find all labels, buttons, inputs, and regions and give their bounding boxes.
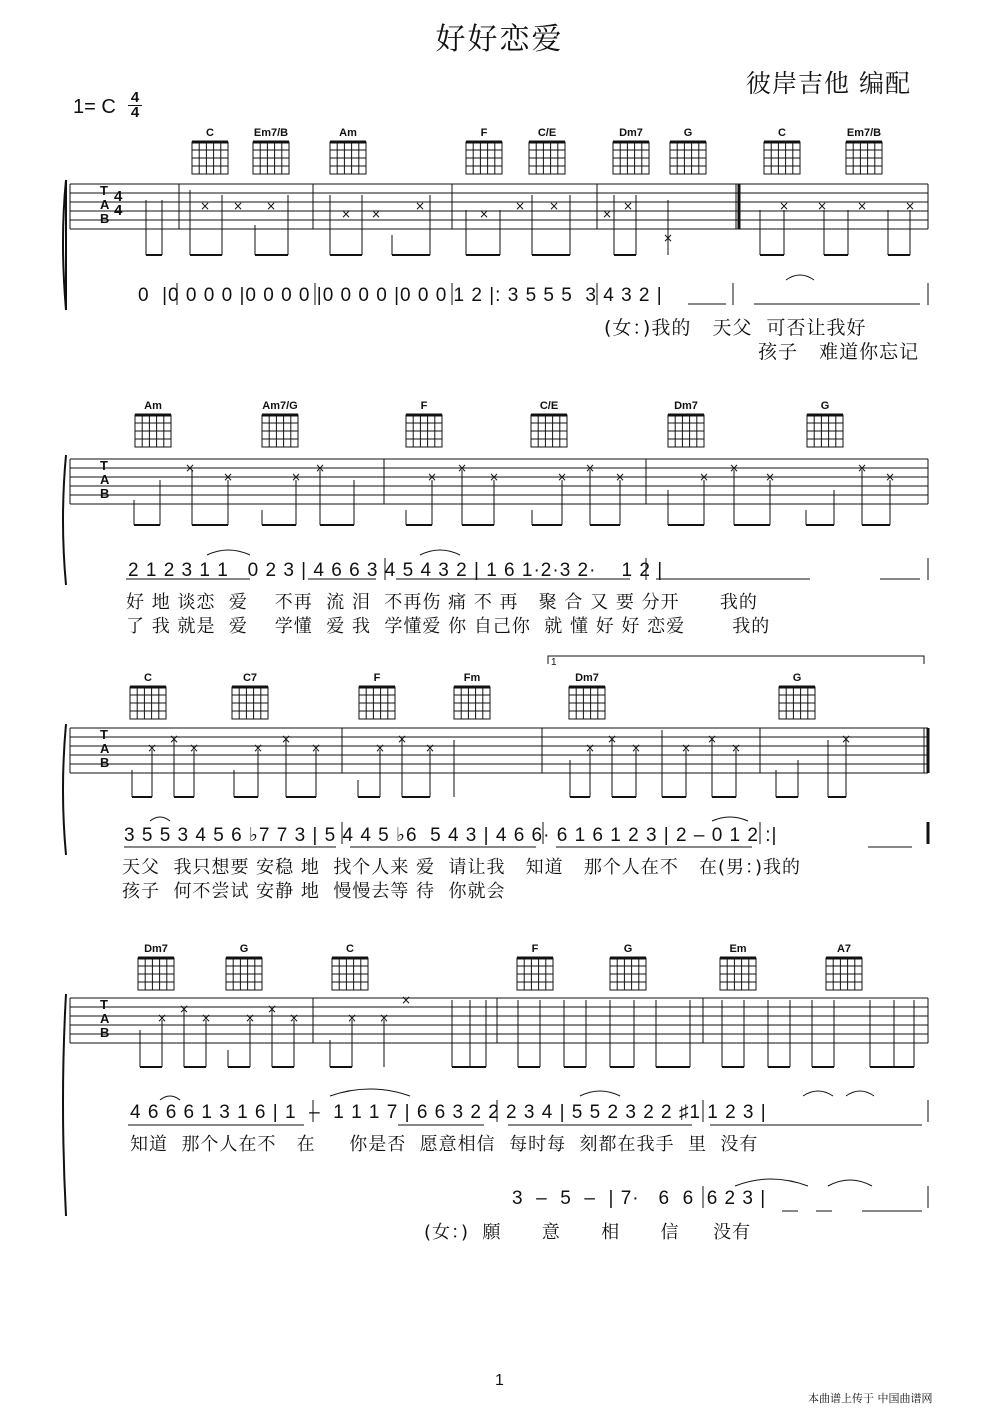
svg-text:×: × — [265, 199, 277, 213]
svg-text:×: × — [232, 199, 244, 213]
chord-name: F — [531, 943, 539, 955]
time-signature-top: 4 — [130, 89, 140, 106]
chord-name: G — [683, 127, 693, 139]
svg-text:×: × — [840, 732, 852, 746]
chord-name: Dm7 — [674, 400, 698, 412]
svg-text:×: × — [606, 732, 618, 746]
tab-letter-b: B — [100, 211, 110, 226]
chord-name: C — [144, 672, 152, 684]
chord-name: C — [778, 127, 786, 139]
tab-letter-b: B — [100, 755, 110, 770]
svg-text:×: × — [816, 199, 828, 213]
chord-name: Dm7 — [575, 672, 599, 684]
svg-text:×: × — [584, 741, 596, 755]
tab-clef — [100, 728, 109, 770]
svg-text:×: × — [199, 199, 211, 213]
numbered-notation: 2 1 2 3 1 1 0 2 3 | 4 6 6 3 4 5 4 3 2 | 1 6 1·2·3 2· 1 2 | — [128, 560, 664, 581]
svg-text:×: × — [706, 732, 718, 746]
chord-name: Em7/B — [253, 127, 289, 139]
tab-letter-b: B — [100, 1025, 110, 1040]
chord-name: F — [420, 400, 428, 412]
svg-text:×: × — [456, 461, 468, 475]
svg-text:×: × — [856, 461, 868, 475]
tab-time-bottom: 4 — [114, 202, 123, 219]
volta-ending: 1 — [551, 657, 557, 668]
svg-text:×: × — [222, 470, 234, 484]
tab-letter-t: T — [100, 183, 108, 198]
svg-text:×: × — [584, 461, 596, 475]
lyrics-line-2: 孩子 难道你忘记 — [758, 341, 920, 363]
chord-name: Am7/G — [262, 400, 298, 412]
numbered-notation: 3 5 5 3 4 5 6 ♭7 7 3 | 5 4 4 5 ♭6 5 4 3 | 4 6 6· 6 1 6 1 2 3 | 2 – 0 1 2 :| — [124, 825, 778, 846]
chord-name: G — [239, 943, 249, 955]
svg-text:×: × — [884, 470, 896, 484]
svg-text:×: × — [730, 741, 742, 755]
tab-letter-t: T — [100, 997, 108, 1012]
svg-text:×: × — [630, 741, 642, 755]
tab-letter-b: B — [100, 486, 110, 501]
svg-text:×: × — [556, 470, 568, 484]
svg-text:×: × — [478, 207, 490, 221]
chord-name: C7 — [242, 672, 258, 684]
chord-name: Em — [729, 943, 747, 955]
tab-letter-a: A — [100, 197, 110, 212]
chord-name: Dm7 — [144, 943, 168, 955]
svg-text:×: × — [178, 1002, 190, 1016]
svg-text:×: × — [548, 199, 560, 213]
svg-text:×: × — [378, 1011, 390, 1025]
chord-name: Am — [144, 400, 162, 412]
chord-name: C/E — [537, 127, 557, 139]
chord-name: Dm7 — [619, 127, 643, 139]
lyrics-line-1: 天父 我只想要 安稳 地 找个人来 爱 请让我 知道 那个人在不 在(男：)我的 — [122, 857, 802, 878]
time-signature-bottom: 4 — [130, 104, 140, 121]
svg-text:×: × — [614, 470, 626, 484]
svg-text:×: × — [346, 1011, 358, 1025]
arranger-credit: 彼岸吉他 编配 — [746, 69, 911, 98]
svg-text:×: × — [184, 461, 196, 475]
svg-text:×: × — [310, 741, 322, 755]
numbered-notation: 4 6 6 6 1 3 1 6 | 1 – 1 1 1 7 | 6 6 3 2 2 2 3 4 | 5 5 2 3 2 2 ♯1 1 2 3 | — [130, 1102, 767, 1123]
svg-text:×: × — [698, 470, 710, 484]
chord-name: G — [820, 400, 830, 412]
chord-name: A7 — [836, 943, 852, 955]
svg-text:×: × — [340, 207, 352, 221]
chord-name: G — [792, 672, 802, 684]
svg-text:×: × — [314, 461, 326, 475]
song-title: 好好恋爱 — [435, 22, 564, 57]
chord-name: C — [206, 127, 214, 139]
harmony-lyrics: (女：) 願 意 相 信 没有 — [424, 1222, 752, 1243]
lyrics-line-1: 好 地 谈恋 爱 不再 流 泪 不再伤 痛 不 再 聚 合 又 要 分开 我的 — [126, 592, 758, 613]
lyrics-line-1: (女：)我的 天父 可否让我好 — [604, 317, 867, 339]
time-signature — [128, 91, 142, 120]
harmony-notation: 3 – 5 – | 7· 6 6 6 2 3 | — [512, 1188, 767, 1209]
svg-text:×: × — [601, 207, 613, 221]
chord-name: Fm — [463, 672, 481, 684]
page-number: 1 — [495, 1372, 504, 1389]
tab-time-signature — [114, 190, 122, 218]
tab-clef — [100, 998, 109, 1040]
svg-text:×: × — [488, 470, 500, 484]
tab-clef — [100, 184, 109, 226]
tab-letter-a: A — [100, 472, 110, 487]
tab-letter-t: T — [100, 727, 108, 742]
svg-text:×: × — [200, 1011, 212, 1025]
tab-letter-t: T — [100, 458, 108, 473]
svg-text:×: × — [280, 732, 292, 746]
svg-text:×: × — [266, 1002, 278, 1016]
lyrics-line-2: 孩子 何不尝试 安静 地 慢慢去等 待 你就会 — [122, 881, 506, 902]
tab-time-top: 4 — [114, 188, 123, 205]
svg-text:×: × — [414, 199, 426, 213]
key-signature: 1= C — [73, 96, 116, 118]
chord-name: F — [373, 672, 381, 684]
svg-text:×: × — [156, 1011, 168, 1025]
svg-text:×: × — [904, 199, 916, 213]
svg-text:×: × — [622, 199, 634, 213]
numbered-notation: 0 |0 0 0 0 |0 0 0 0 |0 0 0 0 |0 0 0 1 2 |: 3 5 5 5 3 4 3 2 | — [138, 285, 663, 306]
svg-text:×: × — [856, 199, 868, 213]
chord-name: F — [480, 127, 488, 139]
svg-text:×: × — [514, 199, 526, 213]
svg-text:×: × — [662, 231, 674, 245]
svg-text:×: × — [370, 207, 382, 221]
svg-text:×: × — [426, 470, 438, 484]
chord-name: Am — [339, 127, 357, 139]
svg-text:×: × — [778, 199, 790, 213]
svg-text:×: × — [168, 732, 180, 746]
svg-text:×: × — [244, 1011, 256, 1025]
svg-text:×: × — [424, 741, 436, 755]
svg-text:×: × — [400, 993, 412, 1007]
svg-text:×: × — [396, 732, 408, 746]
svg-text:×: × — [728, 461, 740, 475]
lyrics-line-1: 知道 那个人在不 在 你是否 愿意相信 每时每 刻都在我手 里 没有 — [130, 1134, 759, 1155]
chord-name: Em7/B — [846, 127, 882, 139]
tab-letter-a: A — [100, 741, 110, 756]
chord-name: C — [346, 943, 354, 955]
svg-text:×: × — [374, 741, 386, 755]
lyrics-line-2: 了 我 就是 爱 学懂 爱 我 学懂爱 你 自己你 就 懂 好 好 恋爱 我的 — [126, 616, 771, 637]
svg-text:×: × — [290, 470, 302, 484]
chord-name: C/E — [539, 400, 559, 412]
svg-text:×: × — [188, 741, 200, 755]
chord-name: G — [623, 943, 633, 955]
svg-text:×: × — [146, 741, 158, 755]
upload-credit: 本曲谱上传于 中国曲谱网 — [808, 1392, 933, 1405]
svg-text:×: × — [680, 741, 692, 755]
tab-letter-a: A — [100, 1011, 110, 1026]
svg-text:×: × — [288, 1011, 300, 1025]
svg-text:×: × — [252, 741, 264, 755]
svg-text:×: × — [764, 470, 776, 484]
tab-clef — [100, 459, 109, 501]
